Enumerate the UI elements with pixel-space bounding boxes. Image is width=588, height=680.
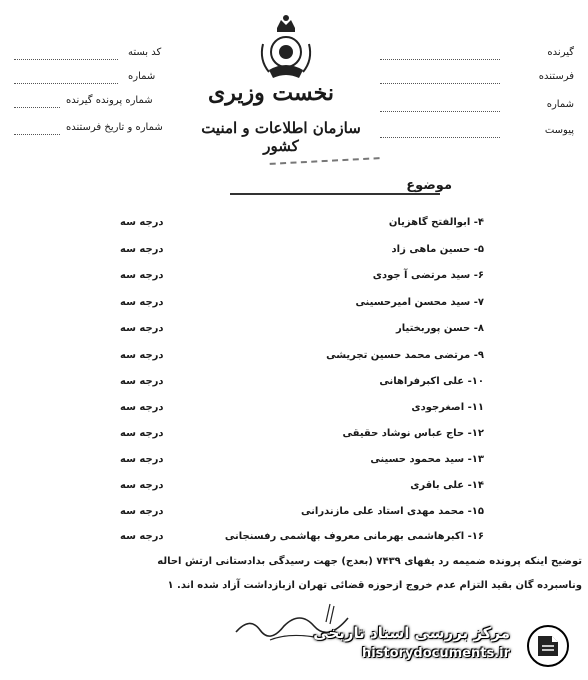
list-item [0,350,588,366]
watermark-title: مرکز بررسی اسناد تاریخی [313,624,510,642]
lion-and-sun-crown-emblem-icon [255,14,317,86]
list-item [0,376,588,392]
list-item [0,454,588,470]
list-item-name: ۱۴- علی باقری [410,480,484,491]
right-field-line [380,111,500,112]
list-item [0,323,588,339]
list-item-name: ۱۵- محمد مهدی استاد علی مازندرانی [301,506,484,517]
archive-watermark [308,618,580,674]
list-item [0,531,588,547]
footer-note-line2: وناسبرده گان بقید التزام عدم خروج ازحوزه قضائی تهران ازبازداشت آزاد شده اند. ۱ [167,580,582,591]
left-field-line [14,134,60,135]
handwritten-scribble [270,157,381,179]
list-item-grade: درجه سه [120,270,164,281]
organization-title: نخست وزیری [208,80,334,106]
list-item-name: ۸- حسن پوربختیار [395,323,484,334]
list-item-grade: درجه سه [120,454,164,465]
list-item [0,506,588,522]
list-item-grade: درجه سه [120,480,164,491]
list-item [0,402,588,418]
list-item-name: ۱۶- اکبرهاشمی بهرمانی معروف بهاشمی رفسنجانی [224,531,484,542]
right-field-recipient: گیرنده [547,47,574,58]
list-item-grade: درجه سه [120,428,164,439]
list-item-name: ۵- حسین ماهی زاد [391,244,484,255]
right-field-line [380,59,500,60]
list-item-name: ۱۲- حاج عباس نوشاد حقیقی [342,428,484,439]
list-item-grade: درجه سه [120,244,164,255]
list-item-grade: درجه سه [120,376,164,387]
left-field-line [14,83,118,84]
list-item-grade: درجه سه [120,217,164,228]
subject-line [230,193,440,195]
list-item-name: ۴- ابوالفتح گاهزیان [388,217,484,228]
list-item [0,270,588,286]
left-field-package-code: کد بسته [128,47,162,58]
organization-subtitle: سازمان اطلاعات و امنیت کشور [201,119,361,155]
document-archive-logo-icon [524,622,572,670]
list-item-name: ۶- سید مرتضی آ جودی [372,270,484,281]
list-item [0,480,588,496]
right-field-sender: فرستنده [538,71,574,82]
list-item-name: ۹- مرتضی محمد حسین تجریشی [326,350,484,361]
list-item-name: ۱۳- سید محمود حسینی [370,454,484,465]
list-item-grade: درجه سه [120,350,164,361]
right-field-line [380,83,500,84]
right-field-number: شماره [546,99,574,110]
left-field-number: شماره [128,71,156,82]
subject-label: موضوع [406,178,452,193]
left-field-recipient-file-number: شماره پرونده گیرنده [66,95,153,106]
left-field-line [14,107,60,108]
list-item-name: ۷- سید محسن امیرحسینی [355,297,484,308]
list-item [0,428,588,444]
list-item-grade: درجه سه [120,531,164,542]
list-item [0,297,588,313]
footer-note-line1: توضیح اینکه پرونده ضمیمه رد یفهای ۷۴۳۹ (بعدج) جهت رسیدگی بدادستانی ارتش احاله [157,556,582,567]
watermark-url: historydocuments.ir [361,646,510,661]
left-field-sender-number-date: شماره و تاریخ فرستنده [66,122,163,133]
list-item-grade: درجه سه [120,323,164,334]
list-item-grade: درجه سه [120,402,164,413]
left-field-line [14,59,118,60]
list-item-name: ۱۱- اصغرجودی [411,402,484,413]
list-item [0,217,588,233]
right-field-line [380,137,500,138]
list-item [0,244,588,260]
list-item-name: ۱۰- علی اکبرفراهانی [379,376,484,387]
list-item-grade: درجه سه [120,506,164,517]
list-item-grade: درجه سه [120,297,164,308]
right-field-attachment: پیوست [544,125,574,136]
